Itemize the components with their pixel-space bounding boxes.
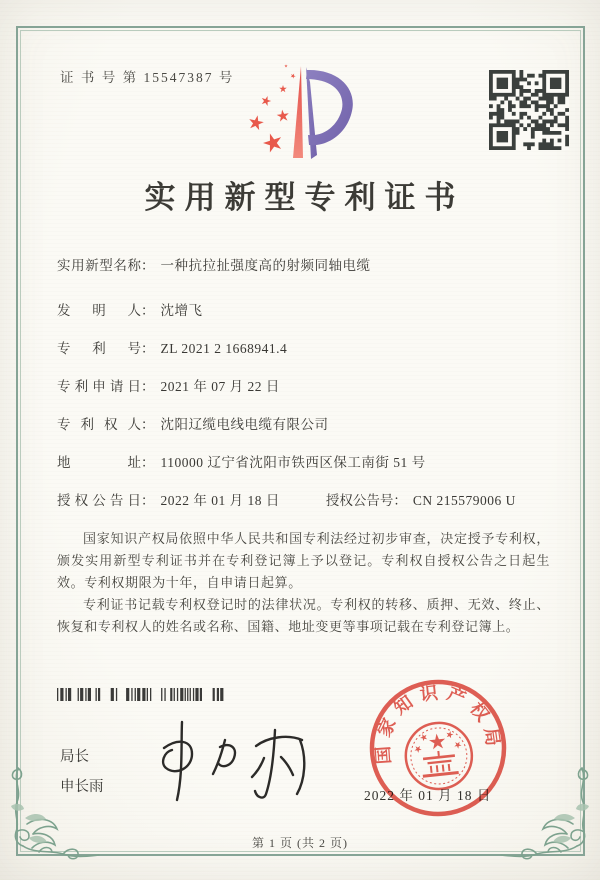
field-value: CN 215579006 U bbox=[412, 493, 516, 508]
field-row-grant-date bbox=[57, 488, 550, 513]
field-value: 2022 年 01 月 18 日 bbox=[160, 493, 280, 508]
corner-flourish-right-icon bbox=[499, 766, 595, 866]
legal-text bbox=[57, 528, 550, 638]
certificate-title: 实用新型专利证书 bbox=[144, 180, 465, 215]
field-label: 实用新型名称 bbox=[57, 258, 141, 273]
seal-date: 2022 年 01 月 18 日 bbox=[364, 788, 492, 803]
field-colon: ： bbox=[141, 379, 155, 394]
seal-agency-text: 国家知识产权局 bbox=[372, 682, 505, 765]
field-label: 专利权人 bbox=[57, 417, 141, 432]
field-colon: ： bbox=[141, 341, 155, 356]
qr-code bbox=[489, 70, 569, 150]
field-label: 授权公告日 bbox=[57, 493, 141, 508]
field-value: 2021 年 07 月 22 日 bbox=[160, 379, 280, 394]
field-row-inventor bbox=[57, 298, 550, 323]
field-value: 一种抗拉扯强度高的射频同轴电缆 bbox=[160, 258, 371, 273]
field-value: 沈阳辽缆电线电缆有限公司 bbox=[160, 417, 329, 432]
field-colon: ： bbox=[141, 417, 155, 432]
svg-text:国家知识产权局 bbox=[366, 675, 504, 765]
field-label: 专利号 bbox=[57, 341, 141, 356]
barcode bbox=[57, 688, 227, 701]
field-value: ZL 2021 2 1668941.4 bbox=[160, 341, 288, 356]
field-colon: ： bbox=[141, 303, 155, 318]
field-row-filing-date bbox=[57, 374, 550, 399]
certificate-number: 证 书 号 第 15547387 号 bbox=[60, 70, 235, 85]
field-row-patent-no bbox=[57, 336, 550, 361]
corner-flourish-left-icon bbox=[5, 766, 101, 866]
signature-icon bbox=[148, 714, 333, 809]
field-colon: ： bbox=[141, 455, 155, 470]
field-colon: ： bbox=[141, 258, 155, 273]
field-row-address bbox=[57, 450, 550, 475]
field-colon: ： bbox=[141, 493, 155, 508]
field-label: 发明人 bbox=[57, 303, 141, 318]
signer-title: 局长 bbox=[60, 749, 89, 765]
field-label: 地址 bbox=[57, 455, 141, 470]
body-paragraph: 专利证书记载专利权登记时的法律状况。专利权的转移、质押、无效、终止、恢复和专利权人的姓名或名称、国籍、地址变更等事项记载在专利登记簿上。 bbox=[57, 597, 550, 634]
field-label: 专利申请日 bbox=[57, 379, 141, 394]
field-row-patentee bbox=[57, 412, 550, 437]
page-footer: 第 1 页 (共 2 页) bbox=[252, 836, 348, 850]
field-row-name bbox=[57, 253, 550, 278]
cnipa-logo-icon bbox=[236, 56, 364, 168]
official-seal-icon bbox=[354, 664, 521, 831]
field-value: 110000 辽宁省沈阳市铁西区保工南街 51 号 bbox=[160, 455, 426, 470]
field-value: 沈增飞 bbox=[160, 303, 203, 318]
body-paragraph: 国家知识产权局依照中华人民共和国专利法经过初步审查，决定授予专利权，颁发实用新型专利证书并在专利登记簿上予以登记。专利权自授权公告之日起生效。专利权期限为十年，自申请日起算。 bbox=[57, 531, 550, 590]
field-gazette-no bbox=[326, 488, 516, 513]
signer-name: 申长雨 bbox=[60, 779, 104, 795]
field-label: 授权公告号 bbox=[325, 493, 394, 508]
field-colon: ： bbox=[393, 493, 407, 508]
certificate-fields bbox=[57, 253, 550, 526]
